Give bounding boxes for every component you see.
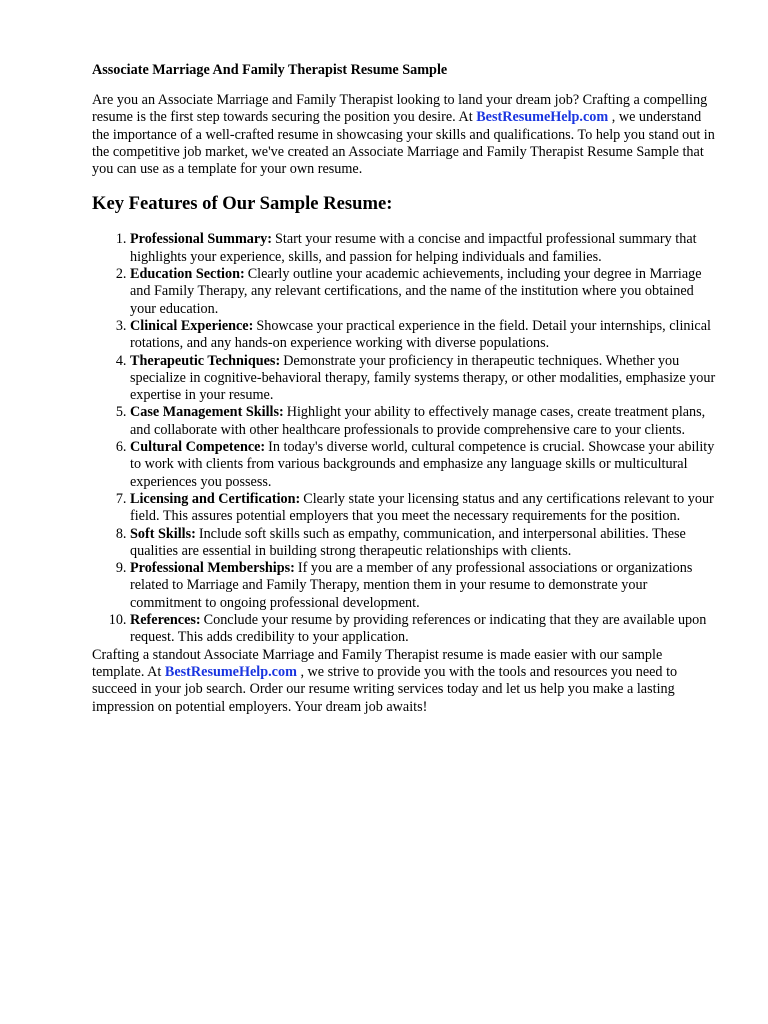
feature-text: If you are a member of any professional associations or organizations related to Marriage and Family Therapy, mention them in your resume to demonstrate your commitment to ongoing professional development.: [130, 560, 693, 611]
feature-title: Education Section:: [130, 266, 245, 283]
feature-title: References:: [130, 612, 201, 629]
feature-text: Conclude your resume by providing references or indicating that they are available upon request. This adds credibility to your application.: [130, 612, 707, 646]
list-item: [130, 491, 716, 526]
list-item: [130, 612, 716, 647]
features-heading: Key Features of Our Sample Resume:: [92, 193, 393, 215]
list-item: [130, 439, 716, 491]
feature-title: Professional Summary:: [130, 231, 272, 248]
feature-title: Licensing and Certification:: [130, 490, 301, 507]
list-item: [130, 404, 716, 439]
feature-title: Soft Skills:: [130, 525, 196, 542]
feature-text: In today's diverse world, cultural competence is crucial. Showcase your ability to work with clients from various backgrounds and emphasize any language skills or multicultural experiences you possess.: [130, 439, 715, 490]
feature-title: Clinical Experience:: [130, 317, 254, 334]
feature-title: Professional Memberships:: [130, 560, 295, 577]
feature-text: Include soft skills such as empathy, communication, and interpersonal abilities. These qualities are essential in building strong therapeutic relationships with clients.: [130, 525, 686, 559]
feature-text: Clearly outline your academic achievements, including your degree in Marriage and Family Therapy, any relevant certifications, and the name of the institution where you obtained your education.: [130, 266, 702, 317]
list-item: [130, 526, 716, 561]
closing-paragraph: [92, 647, 716, 716]
list-item: [130, 231, 716, 266]
intro-paragraph: [92, 92, 716, 178]
intro-text-start: Are you an Associate Marriage and Family Therapist looking to land your dream job? Crafting a compelling resume is the first step towards securing the position you desire. At: [92, 92, 708, 126]
closing-text-start: Crafting a standout Associate Marriage and Family Therapist resume is made easier with our sample template. At: [92, 646, 663, 680]
list-item: [130, 353, 716, 405]
bestresumehelp-link[interactable]: BestResumeHelp.com: [476, 109, 609, 126]
list-item: [130, 266, 716, 318]
bestresumehelp-link[interactable]: BestResumeHelp.com: [164, 663, 297, 680]
intro-text-end: , we understand the importance of a well-crafted resume in showcasing your skills and qualifications. To help you stand out in the competitive job market, we've created an Associate Marriage and Family Therapist Resume Sample that you can use as a template for your own resume.: [92, 109, 715, 178]
feature-text: Demonstrate your proficiency in therapeutic techniques. Whether you specialize in cognitive-behavioral therapy, family systems therapy, or other modalities, emphasize your expertise in your resume.: [130, 352, 716, 404]
closing-text-end: , we strive to provide you with the tools and resources you need to succeed in your job search. Order our resume writing services today and let us help you make a lasting impression on potential employers. Your dream job awaits!: [92, 663, 678, 715]
feature-title: Cultural Competence:: [130, 439, 266, 456]
feature-text: Start your resume with a concise and impactful professional summary that highlights your experience, skills, and passion for helping individuals and families.: [130, 231, 697, 265]
feature-text: Highlight your ability to effectively manage cases, create treatment plans, and collaborate with other healthcare professionals to provide comprehensive care to your clients.: [130, 404, 706, 438]
feature-title: Case Management Skills:: [130, 404, 284, 421]
feature-text: Showcase your practical experience in the field. Detail your internships, clinical rotations, and any hands-on experience working with diverse populations.: [130, 317, 711, 352]
feature-title: Therapeutic Techniques:: [130, 352, 281, 369]
list-item: [130, 318, 716, 353]
list-item: [130, 560, 716, 612]
features-list: [92, 231, 716, 646]
document-title: Associate Marriage And Family Therapist Resume Sample: [92, 62, 448, 78]
feature-text: Clearly state your licensing status and any certifications relevant to your field. This assures potential employers that you meet the necessary requirements for the position.: [130, 490, 714, 525]
